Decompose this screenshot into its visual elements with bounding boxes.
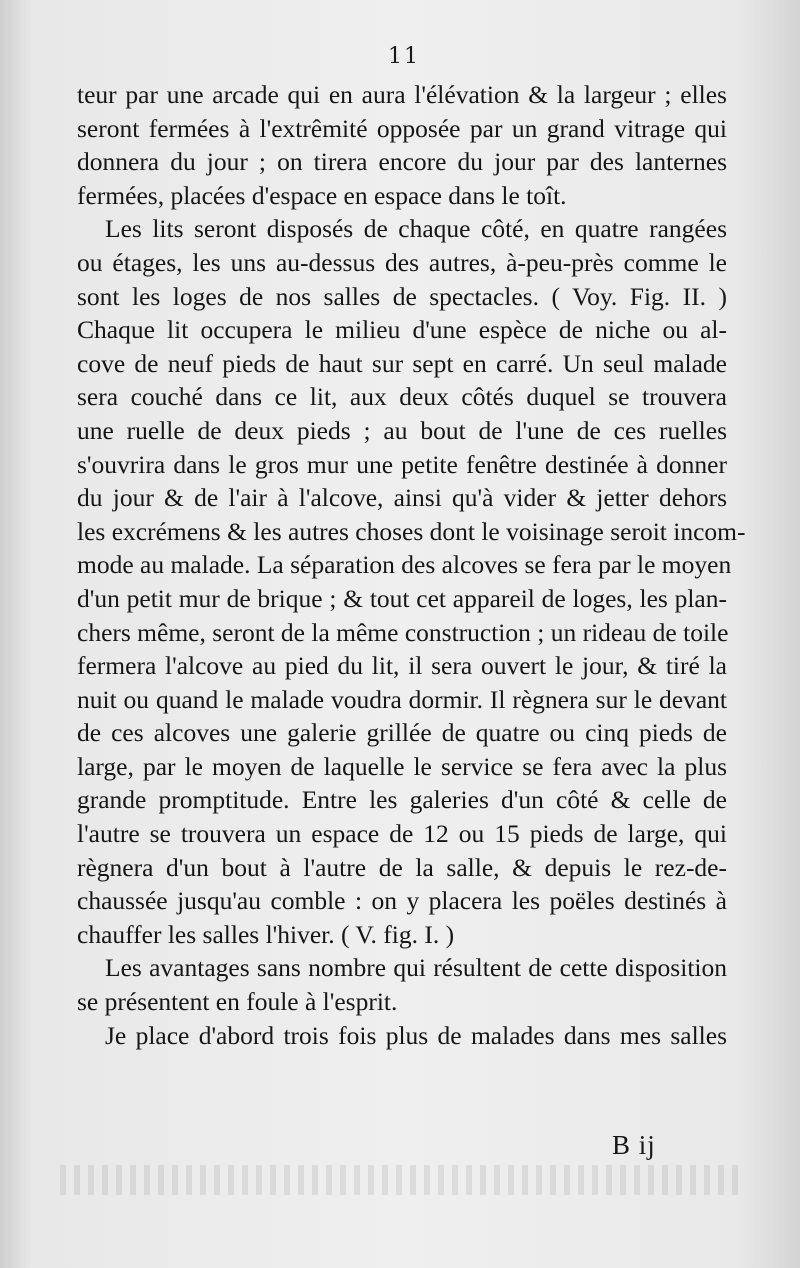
- paragraph-3: [77, 951, 727, 1018]
- text-line: sera couché dans ce lit, aux deux côtés duquel se trouvera: [77, 382, 727, 412]
- text-line: teur par une arcade qui en aura l'élévation & la largeur ; elles: [77, 80, 727, 109]
- text-line: grande promptitude. Entre les galeries d'un côté & celle de: [77, 785, 727, 815]
- text-line: large, par le moyen de laquelle le service se fera avec la plus: [77, 751, 727, 781]
- text-line: une ruelle de deux pieds ; au bout de l'une de ces ruelles: [77, 415, 727, 445]
- text-line: d'un petit mur de brique ; & tout cet appareil de loges, les plan-: [77, 583, 727, 613]
- body-text: [77, 78, 746, 1052]
- text-line: Je place d'abord trois fois plus de malades dans mes salles: [105, 1020, 727, 1050]
- text-line: ou étages, les uns au-dessus des autres, à-peu-près comme le: [77, 247, 727, 277]
- text-line: fermera l'alcove au pied du lit, il sera ouvert le jour, & tiré la: [77, 651, 727, 681]
- text-line: Les lits seront disposés de chaque côté, en quatre rangées: [105, 214, 727, 244]
- paragraph-4: [77, 1019, 727, 1053]
- text-line: seront fermées à l'extrêmité opposée par un grand vitrage qui: [77, 113, 727, 143]
- text-line: Les avantages sans nombre qui résultent de cette disposition: [105, 953, 727, 983]
- text-line: chers même, seront de la même construction ; un rideau de toile: [77, 617, 729, 647]
- text-line: s'ouvrira dans le gros mur une petite fenêtre destinée à donner: [77, 449, 727, 479]
- text-line: l'autre se trouvera un espace de 12 ou 15 pieds de large, qui: [77, 819, 727, 849]
- paragraph-1: [77, 78, 727, 212]
- paragraph-2: [77, 212, 746, 951]
- text-line: Chaque lit occupera le milieu d'une espèce de niche ou al-: [77, 315, 727, 345]
- text-line: chaussée jusqu'au comble : on y placera les poëles destinés à: [77, 886, 727, 916]
- text-line: les excrémens & les autres choses dont le voisinage seroit incom-: [77, 516, 746, 546]
- page-number: 11: [388, 44, 420, 69]
- signature-mark: B ij: [612, 1130, 656, 1160]
- text-line: sont les loges de nos salles de spectacles. ( Voy. Fig. II. ): [77, 281, 727, 311]
- text-line: mode au malade. La séparation des alcoves se fera par le moyen: [77, 550, 732, 580]
- bleed-through-shadow: [60, 1165, 740, 1195]
- text-line: se présentent en foule à l'esprit.: [77, 987, 398, 1017]
- text-line: donnera du jour ; on tirera encore du jour par des lanternes: [77, 147, 727, 177]
- text-line: règnera d'un bout à l'autre de la salle, & depuis le rez-de-: [77, 852, 727, 882]
- text-line: cove de neuf pieds de haut sur sept en carré. Un seul malade: [77, 348, 727, 378]
- text-line: fermées, placées d'espace en espace dans le toît.: [77, 180, 567, 210]
- text-line: du jour & de l'air à l'alcove, ainsi qu'à vider & jetter dehors: [77, 483, 727, 513]
- text-line: chauffer les salles l'hiver. ( V. fig. I. ): [77, 919, 455, 949]
- text-line: nuit ou quand le malade voudra dormir. Il règnera sur le devant: [77, 684, 727, 714]
- text-line: de ces alcoves une galerie grillée de quatre ou cinq pieds de: [77, 718, 727, 748]
